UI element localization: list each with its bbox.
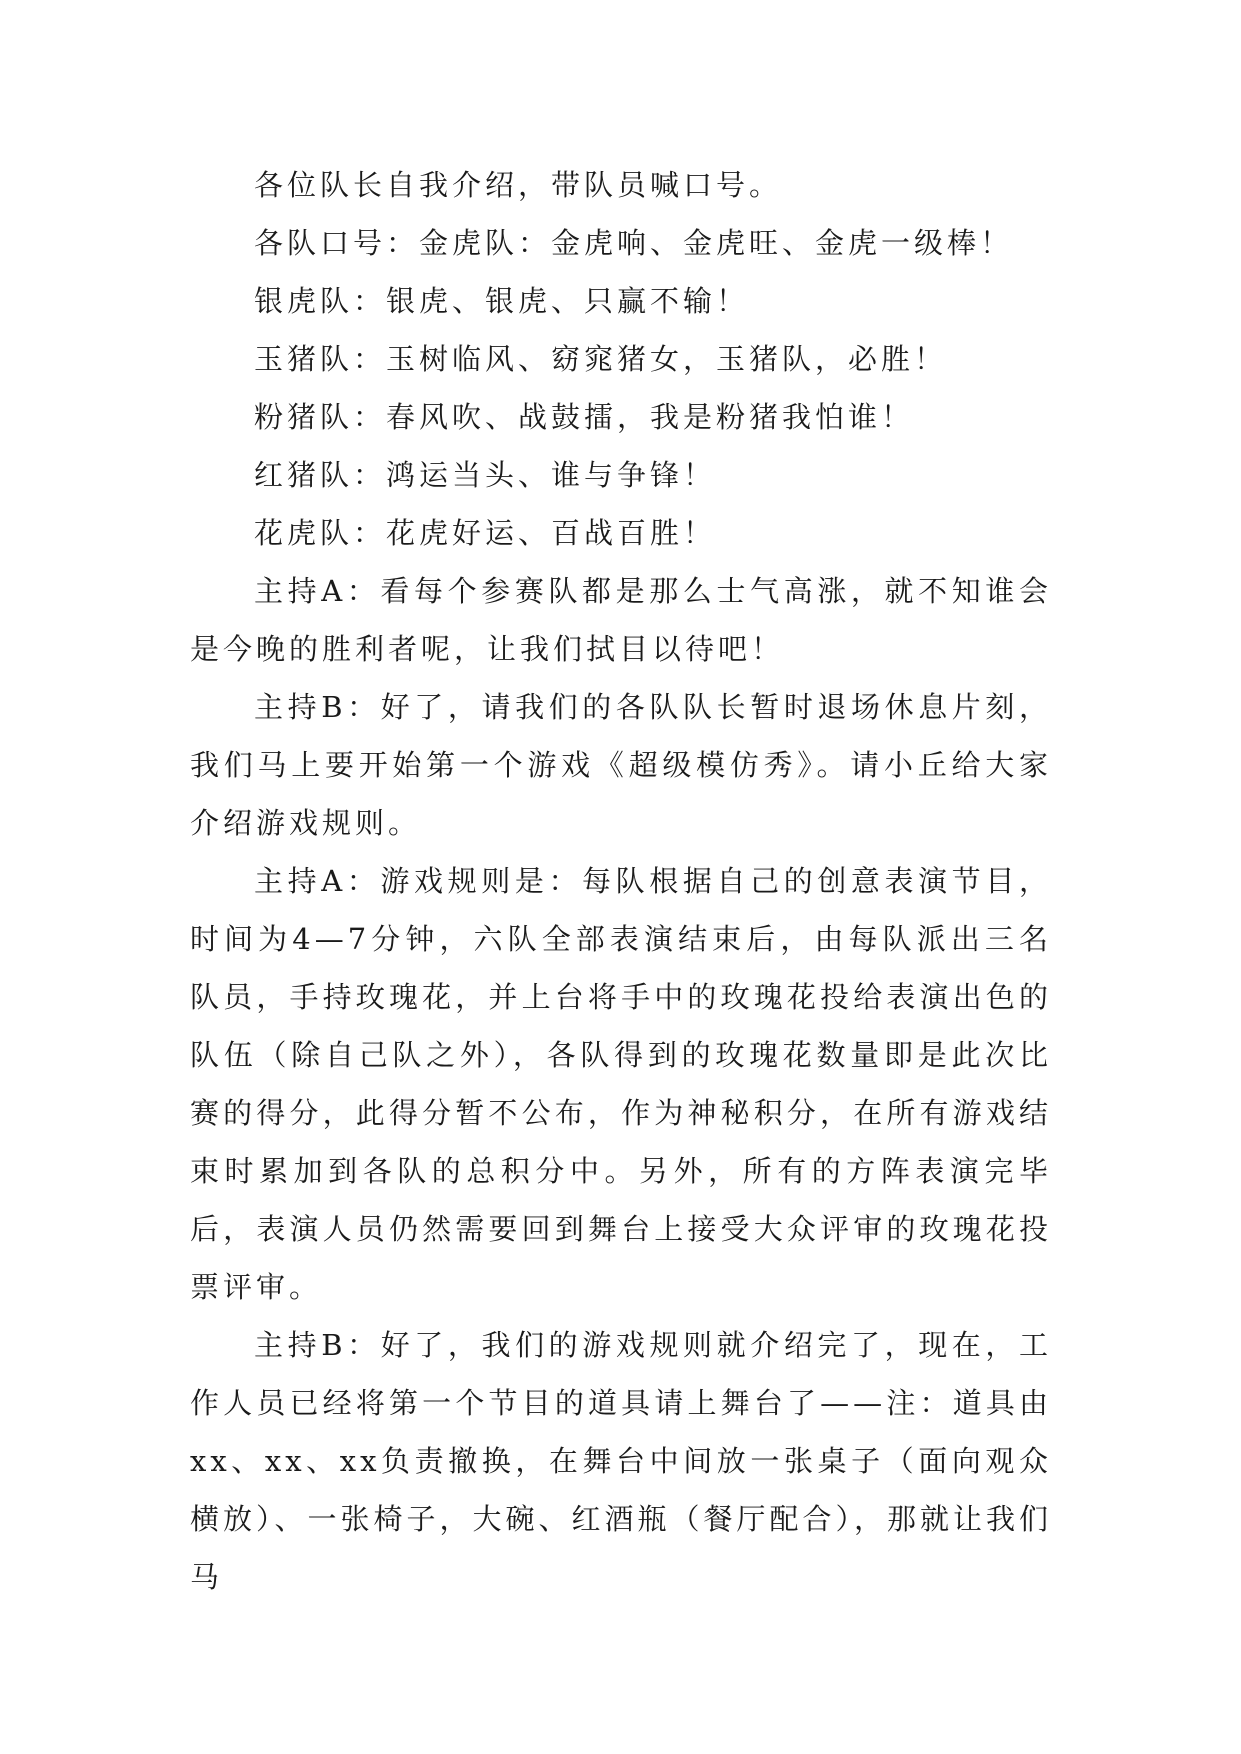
paragraph-slogan-silver-tiger: 银虎队：银虎、银虎、只赢不输！ <box>254 284 750 318</box>
paragraph-slogan-jade-pig: 玉猪队：玉树临风、窈窕猪女，玉猪队，必胜！ <box>254 342 948 376</box>
paragraph-slogan-red-pig: 红猪队：鸿运当头、谁与争锋！ <box>254 458 717 492</box>
paragraph-slogan-flower-tiger: 花虎队：花虎好运、百战百胜！ <box>254 516 717 550</box>
paragraph-slogan-gold-tiger: 各队口号：金虎队：金虎响、金虎旺、金虎一级棒！ <box>254 226 1014 260</box>
paragraph-host-b-first-game: 主持B：好了，请我们的各队队长暂时退场休息片刻，我们马上要开始第一个游戏《超级模仿秀》。请小丘给大家介绍游戏规则。 <box>190 690 1052 840</box>
paragraph-team-intro: 各位队长自我介绍，带队员喊口号。 <box>254 168 783 202</box>
paragraph-host-b-props: 主持B：好了，我们的游戏规则就介绍完了，现在，工作人员已经将第一个节目的道具请上舞台了——注：道具由xx、xx、xx负责撤换，在舞台中间放一张桌子（面向观众横放）、一张椅子，大碗、红酒瓶（餐厅配合），那就让我们马 <box>190 1328 1053 1594</box>
document-body <box>190 156 1052 1606</box>
paragraph-host-a-rules: 主持A：游戏规则是：每队根据自己的创意表演节目，时间为4—7分钟，六队全部表演结束后，由每队派出三名队员，手持玫瑰花，并上台将手中的玫瑰花投给表演出色的队伍（除自己队之外），各队得到的玫瑰花数量即是此次比赛的得分，此得分暂不公布，作为神秘积分，在所有游戏结束时累加到各队的总积分中。另外，所有的方阵表演完毕后，表演人员仍然需要回到舞台上接受大众评审的玫瑰花投票评审。 <box>190 864 1052 1304</box>
paragraph-slogan-pink-pig: 粉猪队：春风吹、战鼓擂，我是粉猪我怕谁！ <box>254 400 915 434</box>
paragraph-host-a-morale: 主持A：看每个参赛队都是那么士气高涨，就不知谁会是今晚的胜利者呢，让我们拭目以待吧！ <box>190 574 1052 666</box>
